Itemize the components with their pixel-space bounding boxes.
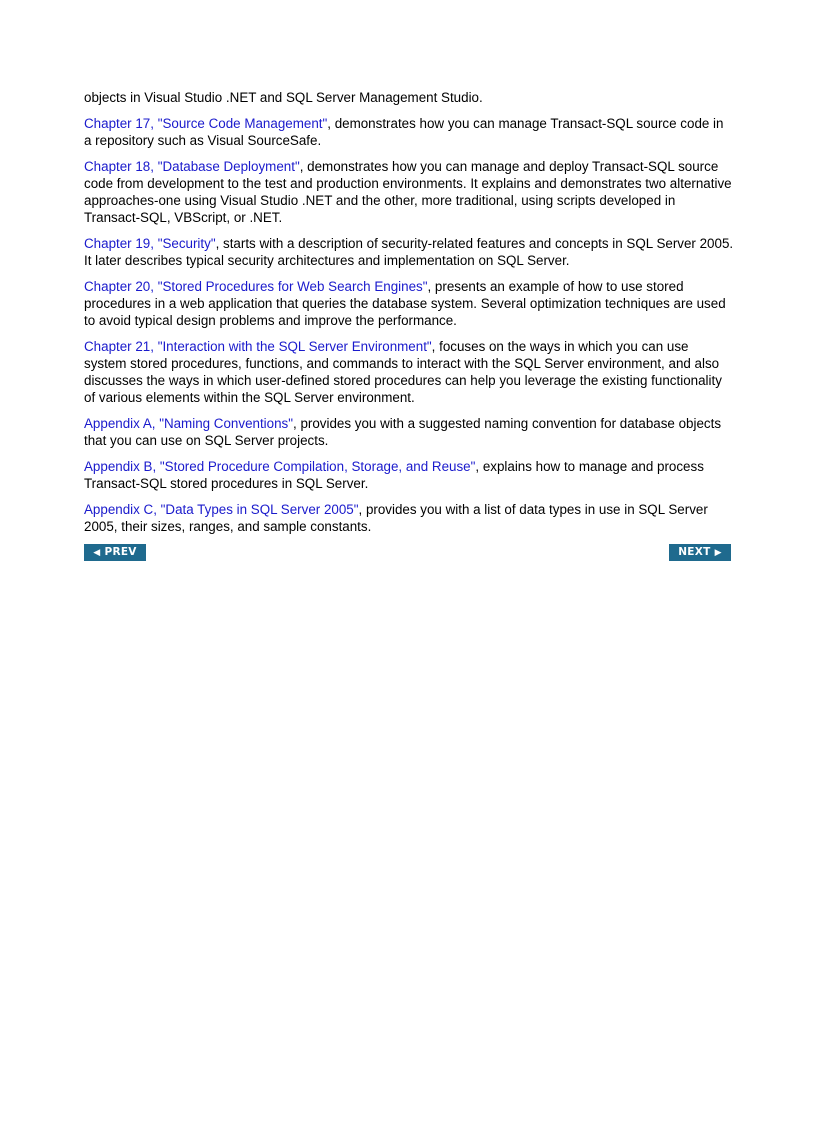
paragraph-chapter-17 (84, 115, 734, 149)
page-navigation (84, 544, 734, 564)
paragraph-chapter-21 (84, 338, 734, 406)
paragraph-text: , explains how to manage and process Transact-SQL stored procedures in SQL Server. (84, 459, 704, 491)
paragraph-text: , presents an example of how to use stored procedures in a web application that queries the database system. Several optimization techniques are used to avoid typical design problems and improve the performance. (84, 279, 726, 328)
paragraph-text: , focuses on the ways in which you can use system stored procedures, functions, and commands to interact with the SQL Server environment, and also discusses the ways in which user-defined stored procedures can help you leverage the existing functionality of various elements within the SQL Server environment. (84, 339, 722, 405)
page-content (84, 89, 734, 564)
prev-label: PREV (104, 546, 137, 558)
paragraph-appendix-b (84, 458, 734, 492)
paragraph-text: , provides you with a suggested naming convention for database objects that you can use on SQL Server projects. (84, 416, 722, 448)
paragraph-chapter-18 (84, 158, 734, 226)
next-label: NEXT (678, 546, 711, 558)
appendix-b-link[interactable]: Appendix B, "Stored Procedure Compilation, Storage, and Reuse" (84, 459, 476, 474)
chapter-18-link[interactable]: Chapter 18, "Database Deployment" (84, 159, 300, 174)
paragraph-chapter-20 (84, 278, 734, 329)
chapter-19-link[interactable]: Chapter 19, "Security" (84, 236, 216, 251)
paragraph-appendix-c (84, 501, 734, 535)
paragraph-text: , starts with a description of security-related features and concepts in SQL Server 2005. It later describes typical security architectures and implementation on SQL Server. (84, 236, 734, 268)
left-arrow-icon: ◀ (93, 548, 101, 558)
chapter-21-link[interactable]: Chapter 21, "Interaction with the SQL Server Environment" (84, 339, 432, 354)
paragraph-text: objects in Visual Studio .NET and SQL Server Management Studio. (84, 90, 483, 105)
next-button[interactable] (669, 544, 731, 561)
paragraph-chapter-19 (84, 235, 734, 269)
right-arrow-icon: ▶ (714, 548, 722, 558)
appendix-c-link[interactable]: Appendix C, "Data Types in SQL Server 2005" (84, 502, 359, 517)
paragraph-text: , demonstrates how you can manage Transact-SQL source code in a repository such as Visual SourceSafe. (84, 116, 724, 148)
paragraph-text: , demonstrates how you can manage and deploy Transact-SQL source code from development to the test and production environments. It explains and demonstrates two alternative approaches-one using Visual Studio .NET and the other, more traditional, using scripts developed in Transact-SQL, VBScript, or .NET. (84, 159, 732, 225)
appendix-a-link[interactable]: Appendix A, "Naming Conventions" (84, 416, 293, 431)
paragraph-text: , provides you with a list of data types in use in SQL Server 2005, their sizes, ranges, and sample constants. (84, 502, 708, 534)
prev-button[interactable] (84, 544, 146, 561)
chapter-17-link[interactable]: Chapter 17, "Source Code Management" (84, 116, 328, 131)
paragraph-intro-continuation (84, 89, 734, 106)
chapter-20-link[interactable]: Chapter 20, "Stored Procedures for Web Search Engines" (84, 279, 428, 294)
paragraph-appendix-a (84, 415, 734, 449)
